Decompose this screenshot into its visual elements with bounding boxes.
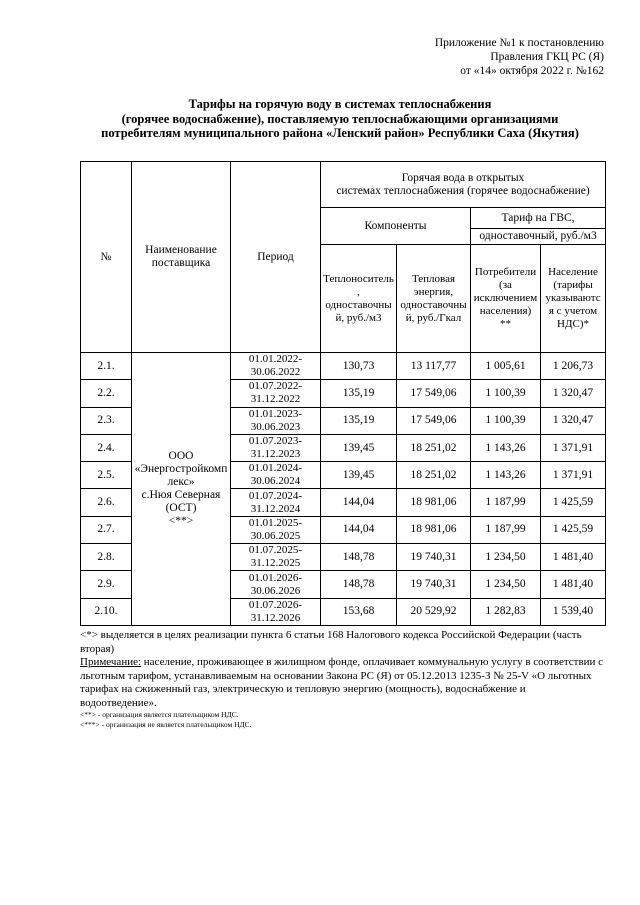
period-end: 30.06.2025 [250, 529, 301, 542]
col-header-consumers: Потребители (за исключением населения) ** [471, 245, 541, 353]
cell-consumers: 1 187,99 [471, 516, 541, 543]
cell-consumers: 1 282,83 [471, 598, 541, 625]
period-end: 30.06.2024 [250, 475, 301, 488]
cell-heat: 18 981,06 [397, 489, 471, 516]
col-header-population: Население (тарифы указываются с учетом НДС)* [541, 245, 606, 353]
supplier-line: «Энергостройкомплекс» [134, 462, 228, 488]
period-end: 31.12.2022 [250, 393, 301, 406]
cell-period [231, 489, 321, 516]
cell-number: 2.6. [81, 489, 132, 516]
cell-consumers: 1 143,26 [471, 434, 541, 461]
cell-period [231, 571, 321, 598]
period-start: 01.01.2026- [248, 571, 303, 584]
cell-population: 1 481,40 [541, 571, 606, 598]
col-header-period: Период [231, 162, 321, 353]
supplier-line: с.Нюя Северная [141, 488, 221, 501]
cell-heat: 20 529,92 [397, 598, 471, 625]
title-line: потребителям муниципального района «Ленский район» Республики Саха (Якутия) [101, 126, 579, 140]
col-header-supplier: Наименование поставщика [132, 162, 231, 353]
cell-number: 2.10. [81, 598, 132, 625]
cell-period [231, 516, 321, 543]
header-row [81, 162, 606, 208]
cell-population: 1 320,47 [541, 407, 606, 434]
cell-period [231, 407, 321, 434]
cell-number: 2.9. [81, 571, 132, 598]
cell-carrier: 139,45 [321, 462, 397, 489]
cell-period [231, 434, 321, 461]
cell-consumers: 1 234,50 [471, 571, 541, 598]
cell-number: 2.4. [81, 434, 132, 461]
cell-number: 2.8. [81, 544, 132, 571]
cell-heat: 18 251,02 [397, 462, 471, 489]
cell-number: 2.3. [81, 407, 132, 434]
cell-period [231, 462, 321, 489]
cell-heat: 17 549,06 [397, 407, 471, 434]
cell-population: 1 425,59 [541, 489, 606, 516]
period-start: 01.07.2024- [248, 489, 303, 502]
period-start: 01.01.2023- [248, 407, 303, 420]
period-end: 31.12.2026 [250, 611, 301, 624]
cell-carrier: 135,19 [321, 380, 397, 407]
tariff-table [80, 161, 606, 626]
period-start: 01.01.2022- [248, 353, 303, 366]
table-body [81, 353, 606, 626]
col-header-heat-energy: Тепловая энергия, одноставочный, руб./Гкал [397, 245, 471, 353]
cell-consumers: 1 234,50 [471, 544, 541, 571]
cell-carrier: 148,78 [321, 571, 397, 598]
period-end: 30.06.2023 [250, 420, 301, 433]
remark-label: Примечание: [80, 656, 142, 668]
cell-consumers: 1 005,61 [471, 353, 541, 380]
period-start: 01.07.2023- [248, 435, 303, 448]
col-header-tariff-unit: одноставочный, руб./м3 [471, 229, 606, 245]
cell-consumers: 1 187,99 [471, 489, 541, 516]
title-line: Тарифы на горячую воду в системах теплоснабжения [188, 97, 492, 111]
cell-carrier: 153,68 [321, 598, 397, 625]
cell-heat: 13 117,77 [397, 353, 471, 380]
period-start: 01.07.2025- [248, 544, 303, 557]
cell-population: 1 481,40 [541, 544, 606, 571]
cell-heat: 19 740,31 [397, 571, 471, 598]
footnote-vat: <*> выделяется в целях реализации пункта 6 статьи 168 Налогового кодекса Российской Федерации (часть вторая) [80, 629, 582, 655]
cell-heat: 18 981,06 [397, 516, 471, 543]
period-start: 01.07.2022- [248, 380, 303, 393]
period-end: 31.12.2024 [250, 502, 301, 515]
appendix-reference [435, 36, 604, 78]
period-start: 01.01.2025- [248, 516, 303, 529]
footnote-non-vat-payer: <***> - организация не является плательщиком НДС. [80, 719, 252, 729]
cell-period [231, 353, 321, 380]
cell-heat: 18 251,02 [397, 434, 471, 461]
cell-population: 1 320,47 [541, 380, 606, 407]
period-end: 31.12.2025 [250, 557, 301, 570]
appendix-line: Правления ГКЦ РС (Я) [490, 51, 604, 63]
cell-consumers: 1 100,39 [471, 380, 541, 407]
period-start: 01.07.2026- [248, 598, 303, 611]
cell-carrier: 144,04 [321, 516, 397, 543]
period-start: 01.01.2024- [248, 462, 303, 475]
cell-number: 2.2. [81, 380, 132, 407]
cell-population: 1 371,91 [541, 462, 606, 489]
period-end: 30.06.2022 [250, 366, 301, 379]
cell-period [231, 598, 321, 625]
cell-carrier: 144,04 [321, 489, 397, 516]
cell-population: 1 206,73 [541, 353, 606, 380]
cell-number: 2.7. [81, 516, 132, 543]
supplier-line: ООО [168, 449, 194, 462]
cell-carrier: 148,78 [321, 544, 397, 571]
title-line: (горячее водоснабжение), поставляемую теплоснабжающими организациями [121, 111, 559, 126]
cell-consumers: 1 143,26 [471, 462, 541, 489]
cell-carrier: 135,19 [321, 407, 397, 434]
cell-carrier: 139,45 [321, 434, 397, 461]
col-header-tariff: Тариф на ГВС, [471, 208, 606, 229]
cell-heat: 19 740,31 [397, 544, 471, 571]
cell-population: 1 539,40 [541, 598, 606, 625]
group-header-line: Горячая вода в открытых [401, 171, 525, 184]
group-header-line: системах теплоснабжения (горячее водоснабжение) [336, 184, 590, 197]
document-title [40, 97, 640, 141]
supplier-line: <**> [168, 514, 194, 527]
cell-period [231, 544, 321, 571]
footnote-vat-payer: <**> - организация является плательщиком НДС. [80, 710, 239, 719]
cell-population: 1 371,91 [541, 434, 606, 461]
cell-consumers: 1 100,39 [471, 407, 541, 434]
cell-supplier [132, 353, 231, 626]
appendix-line: от «14» октября 2022 г. №162 [460, 65, 604, 77]
footnote-remark [80, 656, 605, 710]
col-header-hot-water-group [321, 162, 606, 208]
appendix-line: Приложение №1 к постановлению [434, 37, 604, 49]
cell-heat: 17 549,06 [397, 380, 471, 407]
cell-number: 2.5. [81, 462, 132, 489]
col-header-number: № [81, 162, 132, 353]
col-header-components: Компоненты [321, 208, 471, 245]
cell-population: 1 425,59 [541, 516, 606, 543]
cell-number: 2.1. [81, 353, 132, 380]
supplier-line: (ОСТ) [165, 501, 197, 514]
period-end: 31.12.2023 [250, 448, 301, 461]
remark-text: население, проживающее в жилищном фонде, оплачивает коммунальную услугу в соответствии с льготным тарифом, устанавливаемым на основании Закона РС (Я) от 05.12.2013 1235-З № 25-V «О льготных тарифах на сжиженный газ, электрическую и тепловую энергию (мощность), водоснабжение и водоотведение». [80, 656, 604, 709]
footnotes [80, 629, 605, 729]
cell-carrier: 130,73 [321, 353, 397, 380]
period-end: 30.06.2026 [250, 584, 301, 597]
table-row [81, 353, 606, 380]
cell-period [231, 380, 321, 407]
col-header-heat-carrier: Теплоноситель, одноставочный, руб./м3 [321, 245, 397, 353]
